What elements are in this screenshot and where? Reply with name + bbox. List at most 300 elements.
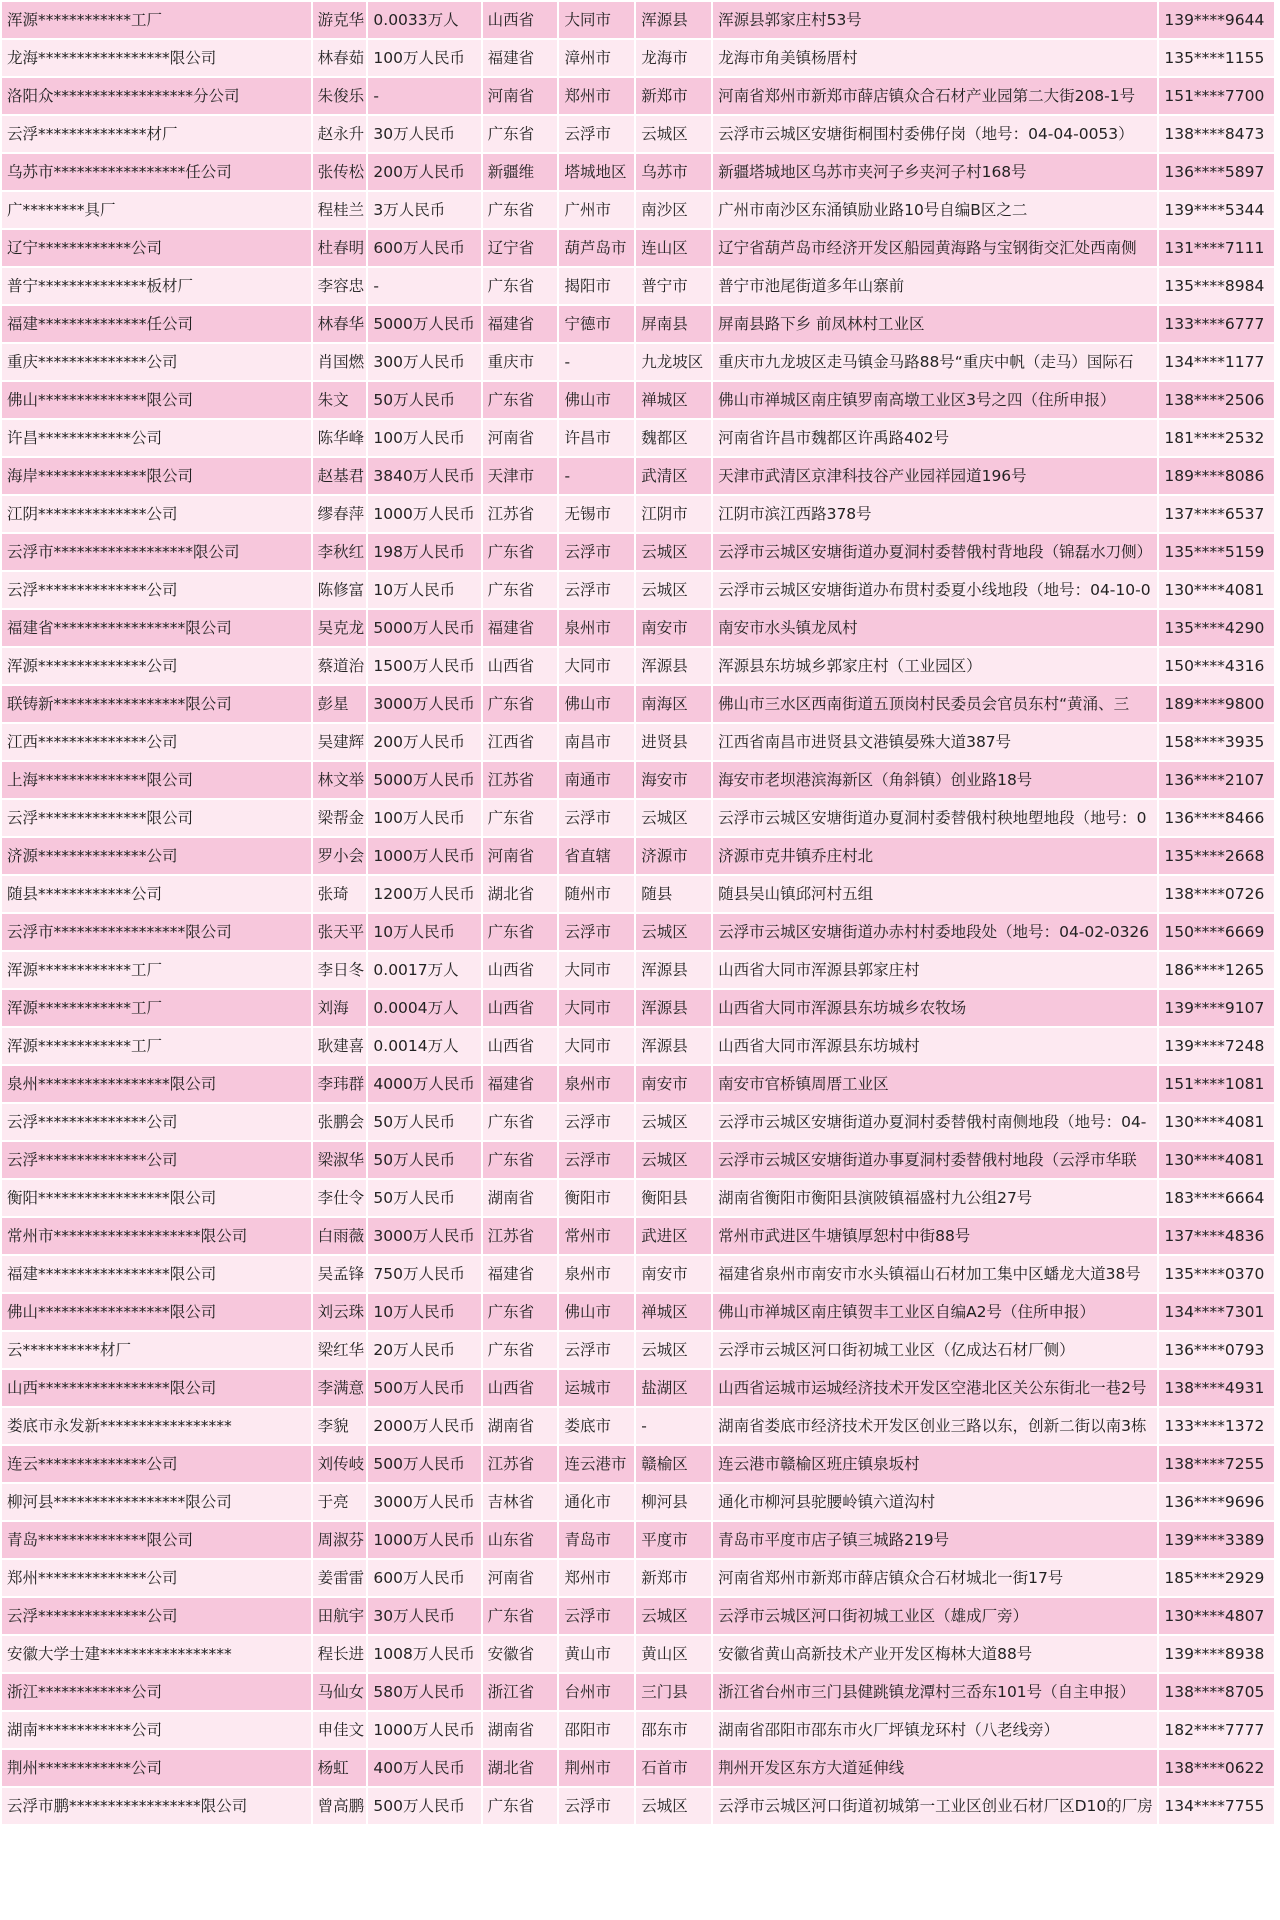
legal-person-cell: 游克华 [313,2,367,38]
phone-cell: 136****0793 [1159,1332,1274,1368]
address-cell: 云浮市云城区安塘街桐围村委佛仔岗（地号：04-04-0053） [713,116,1157,152]
phone-cell: 189****9800 [1159,686,1274,722]
company-name-cell: 云浮**************公司 [2,1598,311,1634]
address-cell: 河南省郑州市新郑市薛店镇众合石材产业园第二大街208-1号 [713,78,1157,114]
legal-person-cell: 蔡道治 [313,648,367,684]
company-name-cell: 云浮市鹏*****************限公司 [2,1788,311,1824]
address-cell: 济源市克井镇乔庄村北 [713,838,1157,874]
phone-cell: 182****7777 [1159,1712,1274,1748]
capital-cell: 600万人民币 [368,230,480,266]
capital-cell: 1008万人民币 [368,1636,480,1672]
address-cell: 江阴市滨江西路378号 [713,496,1157,532]
phone-cell: 158****3935 [1159,724,1274,760]
capital-cell: 10万人民币 [368,914,480,950]
capital-cell: - [368,78,480,114]
district-cell: 新郑市 [636,1560,711,1596]
legal-person-cell: 杨虹 [313,1750,367,1786]
city-cell: 常州市 [559,1218,634,1254]
legal-person-cell: 张天平 [313,914,367,950]
address-cell: 浑源县东坊城乡郭家庄村（工业园区） [713,648,1157,684]
legal-person-cell: 李貌 [313,1408,367,1444]
district-cell: 随县 [636,876,711,912]
table-row [2,420,1274,456]
company-name-cell: 云**********材厂 [2,1332,311,1368]
table-row [2,344,1274,380]
phone-cell: 138****7255 [1159,1446,1274,1482]
table-row [2,1750,1274,1786]
capital-cell: 3840万人民币 [368,458,480,494]
phone-cell: 189****8086 [1159,458,1274,494]
company-name-cell: 联铸新*****************限公司 [2,686,311,722]
province-cell: 湖北省 [483,876,558,912]
phone-cell: 134****7301 [1159,1294,1274,1330]
phone-cell: 139****8938 [1159,1636,1274,1672]
capital-cell: 400万人民币 [368,1750,480,1786]
district-cell: 盐湖区 [636,1370,711,1406]
phone-cell: 138****0622 [1159,1750,1274,1786]
address-cell: 湖南省邵阳市邵东市火厂坪镇龙环村（八老线旁） [713,1712,1157,1748]
company-name-cell: 上海**************限公司 [2,762,311,798]
province-cell: 福建省 [483,306,558,342]
address-cell: 湖南省衡阳市衡阳县演陂镇福盛村九公组27号 [713,1180,1157,1216]
capital-cell: 1200万人民币 [368,876,480,912]
phone-cell: 139****9644 [1159,2,1274,38]
company-name-cell: 乌苏市*****************任公司 [2,154,311,190]
table-row [2,1104,1274,1140]
capital-cell: 1000万人民币 [368,838,480,874]
table-row [2,192,1274,228]
district-cell: 普宁市 [636,268,711,304]
capital-cell: 200万人民币 [368,724,480,760]
table-row [2,1256,1274,1292]
phone-cell: 138****8473 [1159,116,1274,152]
city-cell: 南通市 [559,762,634,798]
city-cell: 大同市 [559,2,634,38]
legal-person-cell: 吴建辉 [313,724,367,760]
table-row [2,648,1274,684]
phone-cell: 135****8984 [1159,268,1274,304]
phone-cell: 130****4807 [1159,1598,1274,1634]
city-cell: 佛山市 [559,1294,634,1330]
table-row [2,572,1274,608]
table-row [2,154,1274,190]
table-row [2,1180,1274,1216]
province-cell: 山西省 [483,648,558,684]
address-cell: 荆州开发区东方大道延伸线 [713,1750,1157,1786]
phone-cell: 131****7111 [1159,230,1274,266]
table-row [2,306,1274,342]
phone-cell: 139****7248 [1159,1028,1274,1064]
phone-cell: 137****6537 [1159,496,1274,532]
capital-cell: 1000万人民币 [368,496,480,532]
legal-person-cell: 梁红华 [313,1332,367,1368]
phone-cell: 183****6664 [1159,1180,1274,1216]
city-cell: 云浮市 [559,572,634,608]
capital-cell: 0.0033万人 [368,2,480,38]
address-cell: 云浮市云城区河口街初城工业区（雄成厂旁） [713,1598,1157,1634]
district-cell: 衡阳县 [636,1180,711,1216]
capital-cell: 198万人民币 [368,534,480,570]
legal-person-cell: 刘传岐 [313,1446,367,1482]
district-cell: 赣榆区 [636,1446,711,1482]
district-cell: 浑源县 [636,990,711,1026]
district-cell: 禅城区 [636,382,711,418]
legal-person-cell: 彭星 [313,686,367,722]
table-row [2,268,1274,304]
phone-cell: 135****0370 [1159,1256,1274,1292]
province-cell: 江苏省 [483,496,558,532]
province-cell: 广东省 [483,1788,558,1824]
district-cell: 南安市 [636,1256,711,1292]
phone-cell: 136****5897 [1159,154,1274,190]
province-cell: 安徽省 [483,1636,558,1672]
province-cell: 广东省 [483,1294,558,1330]
city-cell: 黄山市 [559,1636,634,1672]
phone-cell: 138****0726 [1159,876,1274,912]
district-cell: 魏都区 [636,420,711,456]
address-cell: 南安市官桥镇周厝工业区 [713,1066,1157,1102]
company-name-cell: 许昌************公司 [2,420,311,456]
table-body [2,2,1274,1824]
table-row [2,1560,1274,1596]
city-cell: 云浮市 [559,914,634,950]
province-cell: 广东省 [483,116,558,152]
company-name-cell: 济源**************公司 [2,838,311,874]
address-cell: 湖南省娄底市经济技术开发区创业三路以东，创新二街以南3栋 [713,1408,1157,1444]
province-cell: 山西省 [483,1028,558,1064]
table-row [2,1332,1274,1368]
legal-person-cell: 张琦 [313,876,367,912]
city-cell: 连云港市 [559,1446,634,1482]
address-cell: 江西省南昌市进贤县文港镇晏殊大道387号 [713,724,1157,760]
table-row [2,610,1274,646]
address-cell: 浙江省台州市三门县健跳镇龙潭村三岙东101号（自主申报） [713,1674,1157,1710]
table-row [2,1446,1274,1482]
capital-cell: 580万人民币 [368,1674,480,1710]
company-name-cell: 山西*****************限公司 [2,1370,311,1406]
province-cell: 山西省 [483,952,558,988]
city-cell: 漳州市 [559,40,634,76]
legal-person-cell: 田航宇 [313,1598,367,1634]
table-row [2,876,1274,912]
city-cell: 云浮市 [559,116,634,152]
legal-person-cell: 朱文 [313,382,367,418]
capital-cell: 500万人民币 [368,1788,480,1824]
province-cell: 江苏省 [483,762,558,798]
table-row [2,1712,1274,1748]
company-name-cell: 洛阳众******************分公司 [2,78,311,114]
capital-cell: 50万人民币 [368,1142,480,1178]
table-row [2,914,1274,950]
legal-person-cell: 肖国燃 [313,344,367,380]
company-name-cell: 福建省*****************限公司 [2,610,311,646]
table-row [2,458,1274,494]
address-cell: 云浮市云城区河口街初城工业区（亿成达石材厂侧） [713,1332,1157,1368]
address-cell: 云浮市云城区安塘街道办布贯村委夏小线地段（地号：04-10-0 [713,572,1157,608]
table-row [2,116,1274,152]
city-cell: 葫芦岛市 [559,230,634,266]
table-row [2,534,1274,570]
address-cell: 安徽省黄山高新技术产业开发区梅林大道88号 [713,1636,1157,1672]
capital-cell: 0.0014万人 [368,1028,480,1064]
address-cell: 普宁市池尾街道多年山寨前 [713,268,1157,304]
district-cell: 云城区 [636,534,711,570]
legal-person-cell: 李日冬 [313,952,367,988]
capital-cell: 5000万人民币 [368,762,480,798]
address-cell: 山西省大同市浑源县郭家庄村 [713,952,1157,988]
city-cell: 通化市 [559,1484,634,1520]
table-row [2,800,1274,836]
company-name-cell: 浑源************工厂 [2,2,311,38]
address-cell: 重庆市九龙坡区走马镇金马路88号“重庆中帆（走马）国际石 [713,344,1157,380]
province-cell: 江西省 [483,724,558,760]
city-cell: 省直辖 [559,838,634,874]
phone-cell: 151****1081 [1159,1066,1274,1102]
table-row [2,1484,1274,1520]
city-cell: 郑州市 [559,78,634,114]
address-cell: 龙海市角美镇杨厝村 [713,40,1157,76]
province-cell: 广东省 [483,800,558,836]
phone-cell: 136****9696 [1159,1484,1274,1520]
city-cell: 娄底市 [559,1408,634,1444]
legal-person-cell: 于亮 [313,1484,367,1520]
address-cell: 屏南县路下乡 前凤林村工业区 [713,306,1157,342]
capital-cell: 10万人民币 [368,572,480,608]
company-name-cell: 浑源************工厂 [2,990,311,1026]
phone-cell: 137****4836 [1159,1218,1274,1254]
phone-cell: 136****8466 [1159,800,1274,836]
phone-cell: 150****6669 [1159,914,1274,950]
district-cell: 南沙区 [636,192,711,228]
company-name-cell: 云浮**************材厂 [2,116,311,152]
district-cell: 邵东市 [636,1712,711,1748]
legal-person-cell: 陈华峰 [313,420,367,456]
company-name-cell: 江阴**************公司 [2,496,311,532]
district-cell: 浑源县 [636,1028,711,1064]
city-cell: 云浮市 [559,1142,634,1178]
table-row [2,1522,1274,1558]
legal-person-cell: 张传松 [313,154,367,190]
capital-cell: 50万人民币 [368,1180,480,1216]
province-cell: 吉林省 [483,1484,558,1520]
district-cell: 屏南县 [636,306,711,342]
table-row [2,1636,1274,1672]
legal-person-cell: 刘云珠 [313,1294,367,1330]
district-cell: 进贤县 [636,724,711,760]
capital-cell: 30万人民币 [368,116,480,152]
district-cell: 海安市 [636,762,711,798]
district-cell: 云城区 [636,1332,711,1368]
capital-cell: 50万人民币 [368,1104,480,1140]
phone-cell: 134****1177 [1159,344,1274,380]
address-cell: 云浮市云城区安塘街道办夏洞村委替俄村南侧地段（地号：04- [713,1104,1157,1140]
phone-cell: 186****1265 [1159,952,1274,988]
table-row [2,78,1274,114]
table-row [2,230,1274,266]
city-cell: 云浮市 [559,1598,634,1634]
table-row [2,1674,1274,1710]
city-cell: 大同市 [559,952,634,988]
city-cell: 泉州市 [559,1256,634,1292]
legal-person-cell: 申佳文 [313,1712,367,1748]
district-cell: 石首市 [636,1750,711,1786]
phone-cell: 130****4081 [1159,1142,1274,1178]
address-cell: 云浮市云城区安塘街道办事夏洞村委替俄村地段（云浮市华联 [713,1142,1157,1178]
city-cell: 揭阳市 [559,268,634,304]
province-cell: 河南省 [483,838,558,874]
capital-cell: 100万人民币 [368,800,480,836]
legal-person-cell: 梁淑华 [313,1142,367,1178]
company-name-cell: 娄底市永发新***************** [2,1408,311,1444]
legal-person-cell: 曾高鹏 [313,1788,367,1824]
table-row [2,686,1274,722]
address-cell: 浑源县郭家庄村53号 [713,2,1157,38]
address-cell: 通化市柳河县驼腰岭镇六道沟村 [713,1484,1157,1520]
capital-cell: 50万人民币 [368,382,480,418]
legal-person-cell: 杜春明 [313,230,367,266]
city-cell: 青岛市 [559,1522,634,1558]
district-cell: 云城区 [636,914,711,950]
capital-cell: 100万人民币 [368,420,480,456]
phone-cell: 136****2107 [1159,762,1274,798]
legal-person-cell: 马仙女 [313,1674,367,1710]
capital-cell: 750万人民币 [368,1256,480,1292]
capital-cell: 5000万人民币 [368,306,480,342]
province-cell: 广东省 [483,534,558,570]
district-cell: 云城区 [636,1104,711,1140]
phone-cell: 139****9107 [1159,990,1274,1026]
province-cell: 广东省 [483,914,558,950]
phone-cell: 138****8705 [1159,1674,1274,1710]
table-row [2,1370,1274,1406]
capital-cell: - [368,268,480,304]
legal-person-cell: 周淑芬 [313,1522,367,1558]
district-cell: 连山区 [636,230,711,266]
capital-cell: 500万人民币 [368,1446,480,1482]
capital-cell: 30万人民币 [368,1598,480,1634]
city-cell: 塔城地区 [559,154,634,190]
district-cell: 三门县 [636,1674,711,1710]
capital-cell: 0.0017万人 [368,952,480,988]
province-cell: 山西省 [483,990,558,1026]
district-cell: - [636,1408,711,1444]
address-cell: 河南省郑州市新郑市薛店镇众合石材城北一街17号 [713,1560,1157,1596]
district-cell: 云城区 [636,116,711,152]
company-name-cell: 广********具厂 [2,192,311,228]
company-name-cell: 常州市*******************限公司 [2,1218,311,1254]
legal-person-cell: 张鹏会 [313,1104,367,1140]
company-name-cell: 云浮市*****************限公司 [2,914,311,950]
city-cell: 荆州市 [559,1750,634,1786]
table-row [2,724,1274,760]
city-cell: 衡阳市 [559,1180,634,1216]
table-row [2,990,1274,1026]
table-row [2,1294,1274,1330]
phone-cell: 135****5159 [1159,534,1274,570]
city-cell: 邵阳市 [559,1712,634,1748]
province-cell: 福建省 [483,1066,558,1102]
phone-cell: 133****6777 [1159,306,1274,342]
legal-person-cell: 罗小会 [313,838,367,874]
phone-cell: 151****7700 [1159,78,1274,114]
address-cell: 河南省许昌市魏都区许禹路402号 [713,420,1157,456]
address-cell: 山西省运城市运城经济技术开发区空港北区关公东街北一巷2号 [713,1370,1157,1406]
legal-person-cell: 刘海 [313,990,367,1026]
table-row [2,1598,1274,1634]
district-cell: 云城区 [636,1788,711,1824]
company-name-cell: 泉州*****************限公司 [2,1066,311,1102]
province-cell: 广东省 [483,1598,558,1634]
table-row [2,2,1274,38]
city-cell: 大同市 [559,648,634,684]
province-cell: 湖南省 [483,1180,558,1216]
province-cell: 广东省 [483,572,558,608]
province-cell: 山西省 [483,2,558,38]
city-cell: 佛山市 [559,686,634,722]
company-name-cell: 云浮**************公司 [2,1142,311,1178]
capital-cell: 2000万人民币 [368,1408,480,1444]
phone-cell: 133****1372 [1159,1408,1274,1444]
city-cell: 佛山市 [559,382,634,418]
company-name-cell: 浑源************工厂 [2,1028,311,1064]
company-name-cell: 龙海*****************限公司 [2,40,311,76]
capital-cell: 500万人民币 [368,1370,480,1406]
company-name-cell: 普宁**************板材厂 [2,268,311,304]
company-name-cell: 重庆**************公司 [2,344,311,380]
capital-cell: 3000万人民币 [368,1484,480,1520]
district-cell: 柳河县 [636,1484,711,1520]
company-name-cell: 云浮**************公司 [2,572,311,608]
phone-cell: 135****2668 [1159,838,1274,874]
city-cell: 云浮市 [559,1788,634,1824]
address-cell: 山西省大同市浑源县东坊城村 [713,1028,1157,1064]
province-cell: 福建省 [483,610,558,646]
city-cell: 宁德市 [559,306,634,342]
province-cell: 江苏省 [483,1218,558,1254]
phone-cell: 130****4081 [1159,1104,1274,1140]
city-cell: 台州市 [559,1674,634,1710]
city-cell: 无锡市 [559,496,634,532]
company-name-cell: 江西**************公司 [2,724,311,760]
district-cell: 武清区 [636,458,711,494]
province-cell: 福建省 [483,40,558,76]
address-cell: 佛山市禅城区南庄镇贺丰工业区自编A2号（住所申报） [713,1294,1157,1330]
company-name-cell: 湖南************公司 [2,1712,311,1748]
district-cell: 江阴市 [636,496,711,532]
address-cell: 云浮市云城区河口街道初城第一工业区创业石材厂区D10的厂房 [713,1788,1157,1824]
phone-cell: 134****7755 [1159,1788,1274,1824]
table-row [2,1142,1274,1178]
phone-cell: 138****4931 [1159,1370,1274,1406]
district-cell: 云城区 [636,1598,711,1634]
table-row [2,382,1274,418]
table-row [2,1066,1274,1102]
legal-person-cell: 林春华 [313,306,367,342]
district-cell: 平度市 [636,1522,711,1558]
table-row [2,1408,1274,1444]
company-name-cell: 浑源**************公司 [2,648,311,684]
company-name-cell: 云浮市******************限公司 [2,534,311,570]
district-cell: 禅城区 [636,1294,711,1330]
address-cell: 佛山市禅城区南庄镇罗南高墩工业区3号之四（住所申报） [713,382,1157,418]
company-name-cell: 郑州**************公司 [2,1560,311,1596]
legal-person-cell: 赵永升 [313,116,367,152]
capital-cell: 1000万人民币 [368,1712,480,1748]
address-cell: 连云港市赣榆区班庄镇泉坂村 [713,1446,1157,1482]
phone-cell: 181****2532 [1159,420,1274,456]
legal-person-cell: 李仕令 [313,1180,367,1216]
province-cell: 广东省 [483,382,558,418]
